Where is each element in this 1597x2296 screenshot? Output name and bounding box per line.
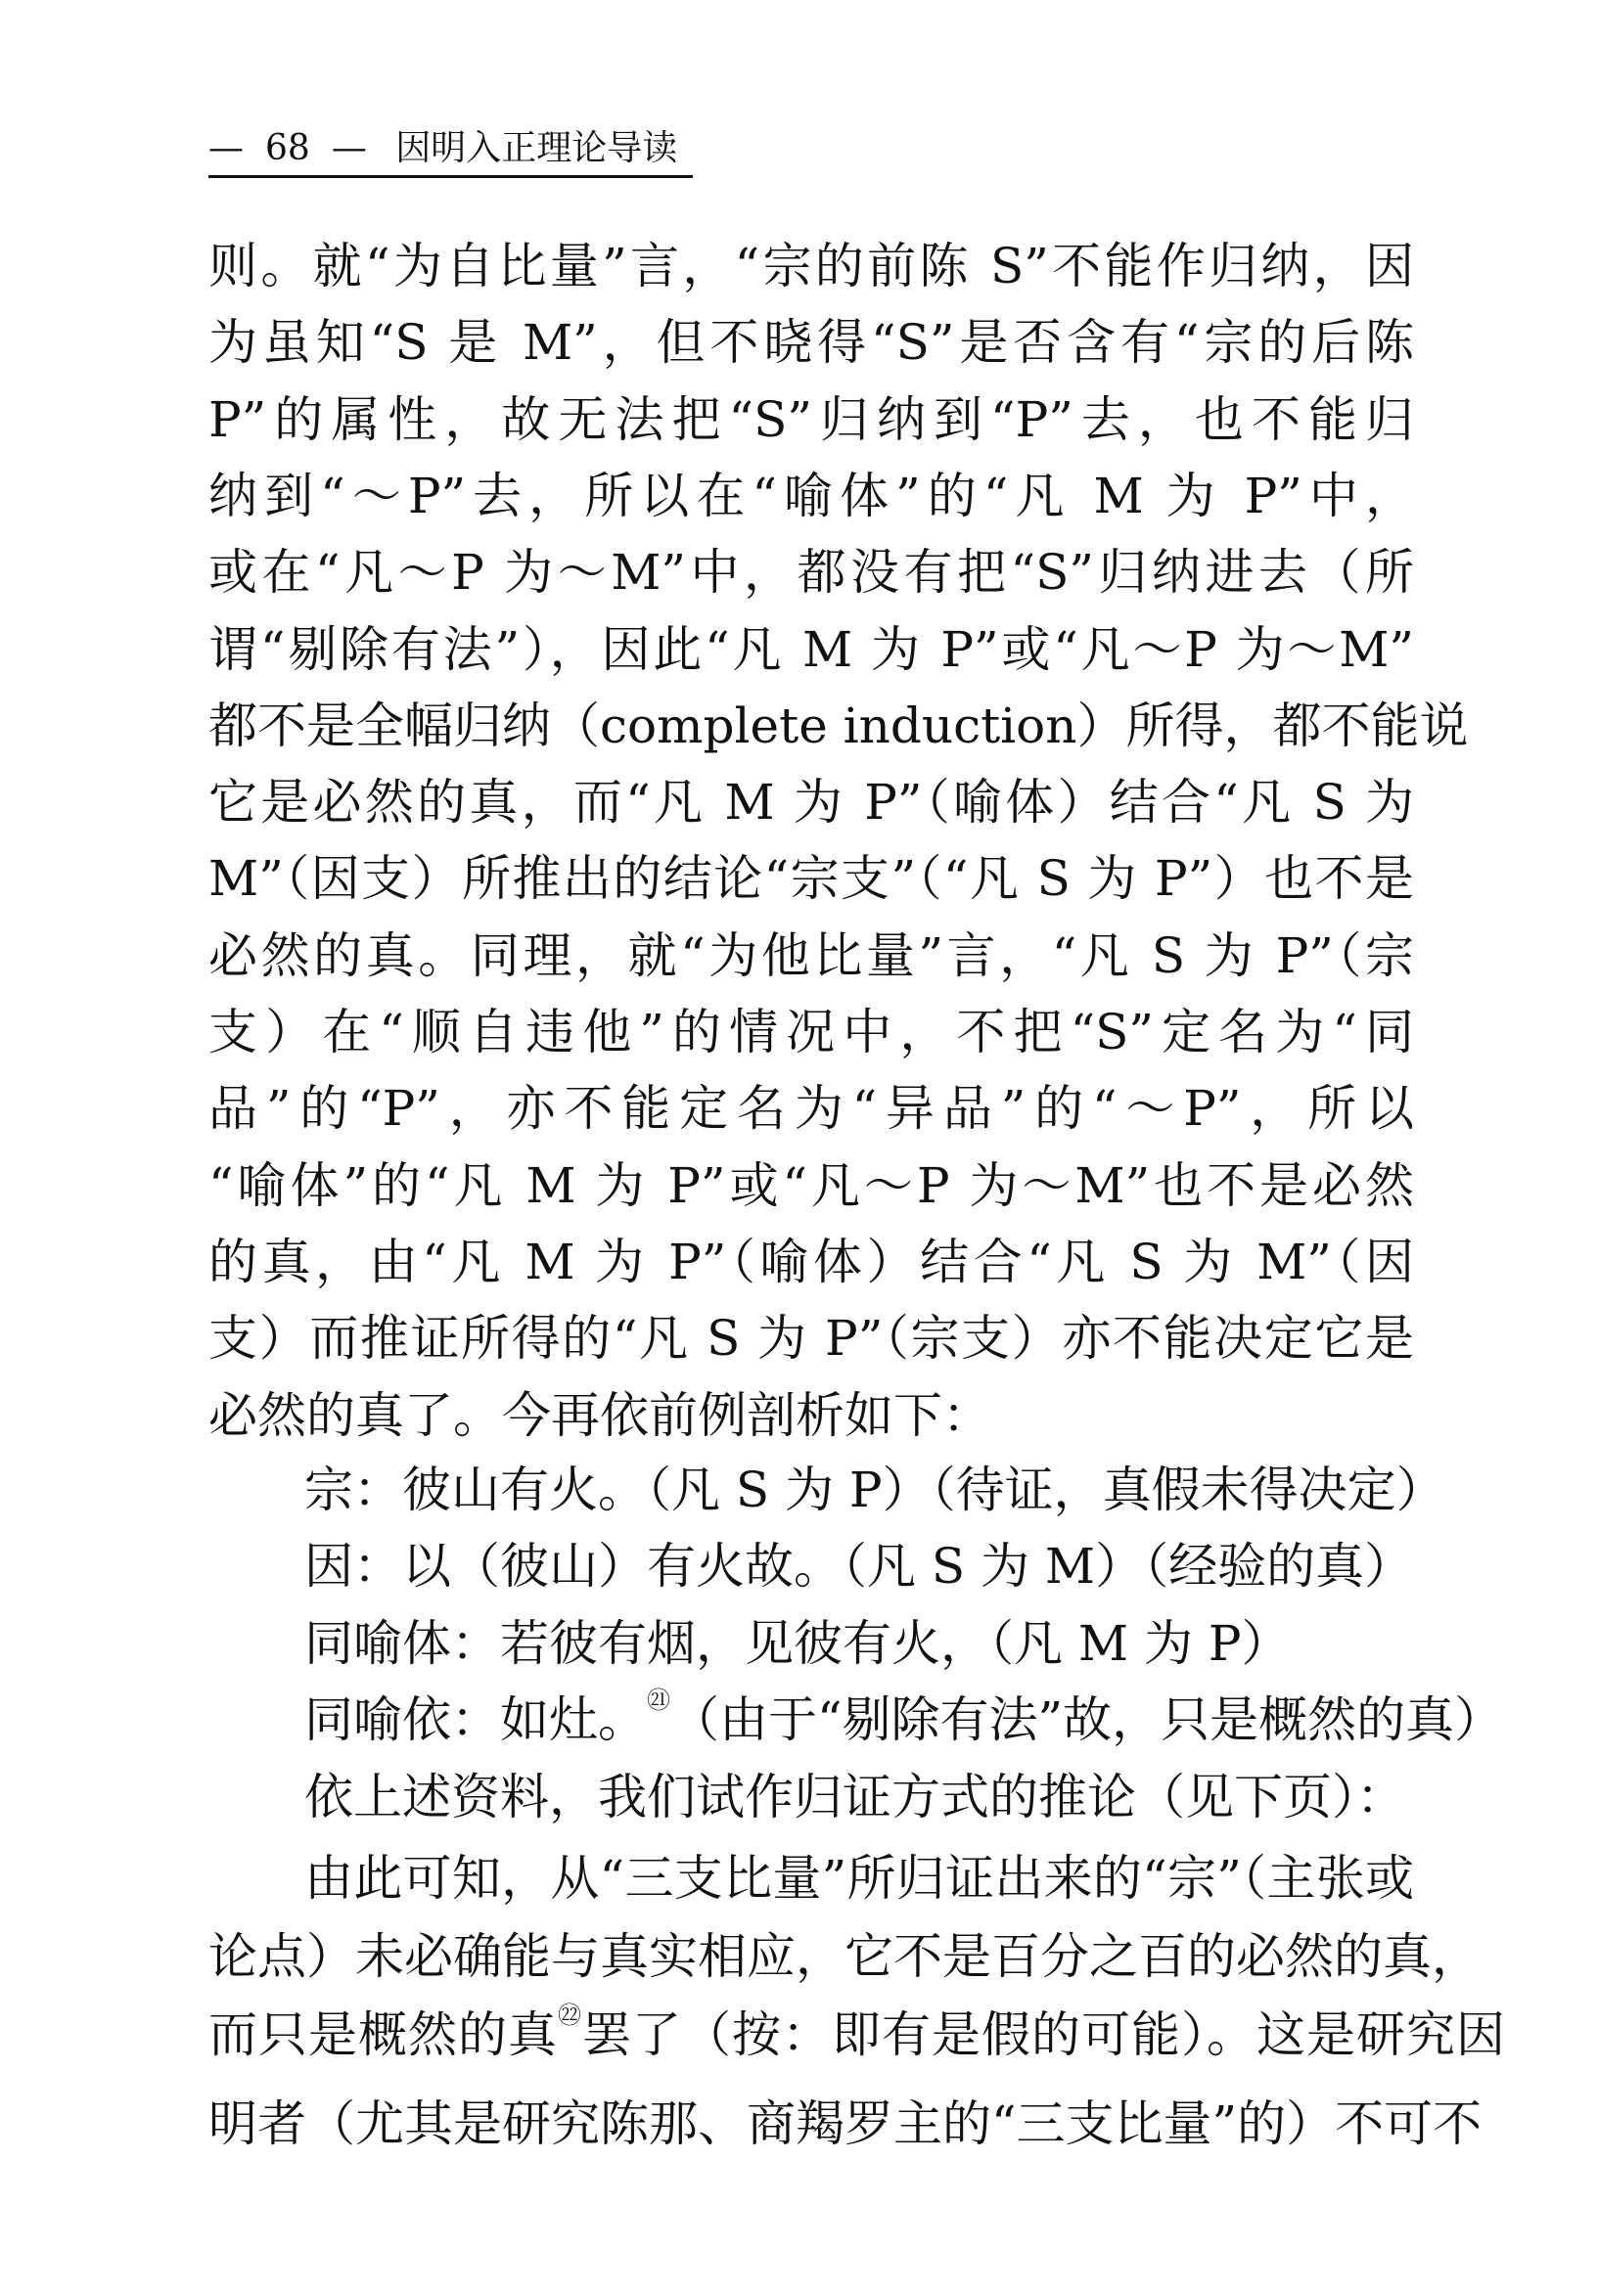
header-dash: — [331, 128, 367, 168]
body-line: M”（因支）所推出的结论“宗支”（“凡 S 为 P”）也不是 [208, 850, 1414, 908]
body-line: 支）在“顺自违他”的情况中，不把“S”定名为“同 [208, 1004, 1414, 1060]
body-line: 为虽知“S 是 M”，但不晓得“S”是否含有“宗的后陈 [208, 314, 1414, 372]
body-line: 则。就“为自比量”言，“宗的前陈 S”不能作归纳，因 [208, 238, 1414, 294]
body-line: 品”的“P”，亦不能定名为“异品”的“～P”，所以 [208, 1080, 1414, 1138]
footnote-ref: ㉑ [647, 1687, 670, 1714]
body-line: 必然的真了。今再依前例剖析如下： [208, 1386, 991, 1444]
text: 同喻依：如灶。 [304, 1691, 647, 1748]
footnote-ref: ㉒ [558, 2002, 582, 2029]
body-line: 支）而推证所得的“凡 S 为 P”（宗支）亦不能决定它是 [208, 1310, 1414, 1368]
body-line: 都不是全幅归纳（complete induction）所得，都不能说 [208, 697, 1469, 754]
body-line: 谓“剔除有法”），因此“凡 M 为 P”或“凡～P 为～M” [208, 620, 1414, 678]
example-zong: 宗：彼山有火。（凡 S 为 P）（待证，真假未得决定） [304, 1462, 1445, 1518]
paragraph-line: 依上述资料，我们试作归证方式的推论（见下页）： [304, 1769, 1405, 1825]
body-line: 纳到“～P”去，所以在“喻体”的“凡 M 为 P”中， [208, 467, 1414, 524]
body-line: P”的属性，故无法把“S”归纳到“P”去，也不能归 [208, 390, 1414, 448]
text: （由于“剔除有法”故，只是概然的真） [670, 1691, 1504, 1748]
page-number: 68 [265, 128, 310, 168]
example-tongyuti: 同喻体：若彼有烟，见彼有火，（凡 M 为 P） [304, 1615, 1291, 1672]
body-line: 必然的真。同理，就“为他比量”言，“凡 S 为 P”（宗 [208, 926, 1414, 984]
paragraph-line: 由此可知，从“三支比量”所归证出来的“宗”（主张或 [304, 1850, 1414, 1907]
book-title: 因明入正理论导读 [395, 128, 678, 168]
text: 而只是概然的真 [208, 2006, 558, 2063]
example-yin: 因：以（彼山）有火故。（凡 S 为 M）（经验的真） [304, 1538, 1414, 1595]
running-header [208, 125, 693, 172]
example-tongyuyi [304, 1681, 1504, 1759]
body-line: 的真，由“凡 M 为 P”（喻体）结合“凡 S 为 M”（因 [208, 1233, 1414, 1290]
paragraph-line [208, 1996, 1506, 2074]
header-dash: — [208, 128, 244, 168]
body-line: 或在“凡～P 为～M”中，都没有把“S”归纳进去（所 [208, 544, 1414, 602]
header-rule [208, 175, 693, 178]
text: 罢了（按：即有是假的可能）。这是研究因 [582, 2006, 1506, 2063]
body-line: 它是必然的真，而“凡 M 为 P”（喻体）结合“凡 S 为 [208, 774, 1414, 832]
paragraph-line: 论点）未必确能与真实相应，它不是百分之百的必然的真， [208, 1928, 1481, 1985]
body-line: “喻体”的“凡 M 为 P”或“凡～P 为～M”也不是必然 [208, 1156, 1414, 1214]
paragraph-line: 明者（尤其是研究陈那、商羯罗主的“三支比量”的）不可不 [208, 2095, 1483, 2152]
